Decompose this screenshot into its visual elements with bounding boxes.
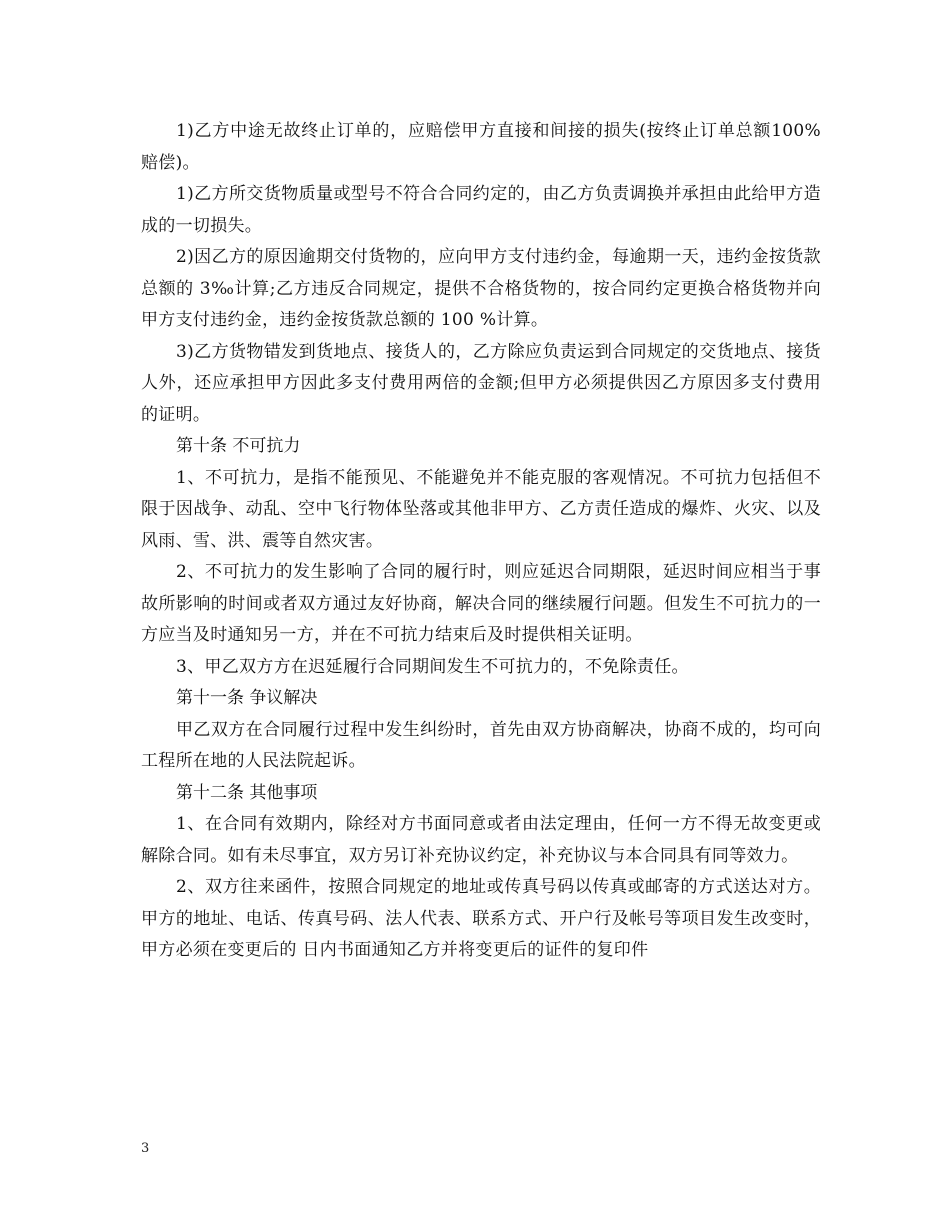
paragraph-correspondence: 2、双方往来函件，按照合同规定的地址或传真号码以传真或邮寄的方式送达对方。甲方的地址、电话、传真号码、法人代表、联系方式、开户行及帐号等项目发生改变时，甲方必须在变更后的 日内书面通知乙方并将变更后的证件的复印件 <box>141 877 821 960</box>
paragraph-force-majeure-definition: 1、不可抗力，是指不能预见、不能避免并不能克服的客观情况。不可抗力包括但不限于因战争、动乱、空中飞行物体坠落或其他非甲方、乙方责任造成的爆炸、火灾、以及风雨、雪、洪、震等自然灾害。 <box>141 467 821 551</box>
paragraph-force-majeure-effect: 2、不可抗力的发生影响了合同的履行时，则应延迟合同期限，延迟时间应相当于事故所影响的时间或者双方通过友好协商，解决合同的继续履行问题。但发生不可抗力的一方应当及时通知另一方，并在不可抗力结束后及时提供相关证明。 <box>141 562 821 645</box>
paragraph-force-majeure-delay: 3、甲乙双方方在迟延履行合同期间发生不可抗力的，不免除责任。 <box>176 656 689 677</box>
paragraph-misdelivery: 3)乙方货物错发到货地点、接货人的，乙方除应负责运到合同规定的交货地点、接货人外，还应承担甲方因此多支付费用两倍的金额;但甲方必须提供因乙方原因多支付费用的证明。 <box>141 341 821 425</box>
paragraph-late-delivery: 2)因乙方的原因逾期交付货物的，应向甲方支付违约金，每逾期一天，违约金按货款总额的 3‰计算;乙方违反合同规定，提供不合格货物的，按合同约定更换合格货物并向甲方支付违约金，违约金按货款总额的 100 %计算。 <box>141 247 821 330</box>
page-number: 3 <box>141 1141 150 1156</box>
section-heading-force-majeure: 第十条 不可抗力 <box>176 436 301 456</box>
section-heading-other-matters: 第十二条 其他事项 <box>176 782 318 803</box>
document-body <box>141 116 821 967</box>
paragraph-quality-nonconformity: 1)乙方所交货物质量或型号不符合合同约定的，由乙方负责调换并承担由此给甲方造成的一切损失。 <box>141 184 821 236</box>
paragraph-dispute-resolution: 甲乙双方在合同履行过程中发生纠纷时，首先由双方协商解决，协商不成的，均可向工程所在地的人民法院起诉。 <box>141 719 821 771</box>
paragraph-early-termination: 1)乙方中途无故终止订单的，应赔偿甲方直接和间接的损失(按终止订单总额100%赔偿)。 <box>141 121 821 173</box>
section-heading-dispute-resolution: 第十一条 争议解决 <box>176 688 318 708</box>
paragraph-contract-changes: 1、在合同有效期内，除经对方书面同意或者由法定理由，任何一方不得无故变更或解除合同。如有未尽事宜，双方另订补充协议约定，补充协议与本合同具有同等效力。 <box>141 814 821 866</box>
